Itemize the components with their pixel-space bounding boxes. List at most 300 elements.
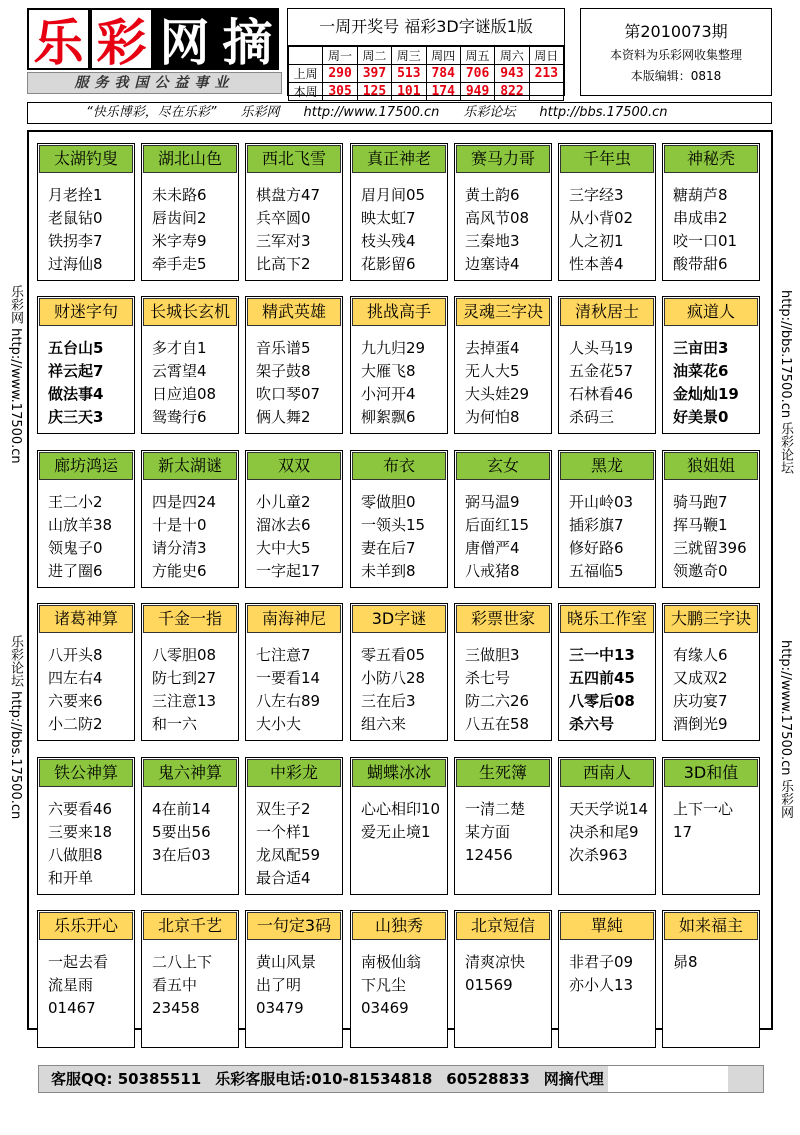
puzzle-line: 弼马温9 [465, 493, 520, 511]
draw-value: 943 [495, 65, 529, 83]
puzzle-card [454, 757, 552, 895]
puzzle-card-body [663, 788, 759, 844]
puzzle-line: 大中大5 [256, 539, 311, 557]
puzzle-card [350, 143, 448, 281]
puzzle-card [37, 757, 135, 895]
puzzle-card-body [38, 174, 134, 276]
logo-char-2: 彩 [90, 8, 153, 70]
puzzle-card-body [142, 941, 238, 1020]
draw-day: 周四 [426, 47, 460, 65]
side-text-right-top: http://bbs.17500.cn 乐彩论坛 [778, 290, 793, 475]
tagline-bar [27, 102, 772, 124]
draw-day: 周三 [392, 47, 426, 65]
logo-char-1: 乐 [27, 8, 90, 70]
puzzle-line: 进了圈6 [48, 562, 103, 580]
puzzle-line: 流星雨 [48, 976, 94, 994]
puzzle-line: 领鬼子0 [48, 539, 103, 557]
puzzle-line: 八开头8 [48, 646, 103, 664]
puzzle-card [141, 450, 239, 588]
puzzle-line: 庆功宴7 [673, 692, 728, 710]
puzzle-card-body [246, 327, 342, 429]
puzzle-line: 金灿灿19 [673, 385, 739, 403]
puzzle-line: 杀七号 [465, 669, 511, 687]
puzzle-line: 月老拴1 [48, 186, 103, 204]
puzzle-card [245, 757, 343, 895]
puzzle-card-body [663, 481, 759, 583]
puzzle-card-title: 鬼六神算 [143, 759, 237, 787]
puzzle-card [245, 603, 343, 741]
draw-value [529, 83, 563, 101]
puzzle-card-body [663, 634, 759, 736]
puzzle-card-title: 千金一指 [143, 605, 237, 633]
puzzle-card [141, 603, 239, 741]
puzzle-card-body [38, 941, 134, 1020]
puzzle-card [454, 450, 552, 588]
footer-bar [38, 1065, 764, 1093]
puzzle-card [141, 143, 239, 281]
puzzle-card-title: 如来福主 [664, 912, 758, 940]
puzzle-line: 日应追08 [152, 385, 217, 403]
puzzle-card-title: 湖北山色 [143, 145, 237, 173]
puzzle-card [37, 296, 135, 434]
puzzle-line: 眉月间05 [361, 186, 426, 204]
puzzle-card [37, 603, 135, 741]
puzzle-line: 又成双2 [673, 669, 728, 687]
puzzle-line: 组六来 [361, 715, 407, 733]
puzzle-line: 五四前45 [569, 669, 635, 687]
forum-label: 乐彩论坛 [463, 105, 516, 120]
puzzle-card [454, 910, 552, 1048]
puzzle-line: 亦小人13 [569, 976, 634, 994]
puzzle-line: 庆三天3 [48, 408, 104, 426]
puzzle-card [245, 143, 343, 281]
puzzle-line: 二八上下 [152, 953, 213, 971]
puzzle-card [245, 296, 343, 434]
puzzle-line: 03469 [361, 999, 409, 1017]
slogan: 服务我国公益事业 [27, 72, 282, 94]
puzzle-line: 大小大 [256, 715, 302, 733]
draw-value: 949 [460, 83, 494, 101]
puzzle-line: 请分清3 [152, 539, 207, 557]
puzzle-line: 防七到27 [152, 669, 217, 687]
puzzle-line: 溜冰去6 [256, 516, 311, 534]
puzzle-line: 有缘人6 [673, 646, 728, 664]
puzzle-card-body [559, 481, 655, 583]
puzzle-card [245, 910, 343, 1048]
puzzle-line: 做法事4 [48, 385, 104, 403]
puzzle-card-title: 真正神老 [352, 145, 446, 173]
puzzle-card-body [142, 634, 238, 736]
puzzle-line: 一起去看 [48, 953, 109, 971]
puzzle-line: 鸳鸯行6 [152, 408, 207, 426]
puzzle-card [350, 910, 448, 1048]
puzzle-line: 八左右89 [256, 692, 321, 710]
puzzle-card-title: 神秘秃 [664, 145, 758, 173]
puzzle-card-title: 黑龙 [560, 452, 654, 480]
puzzle-line: 三一中13 [569, 646, 635, 664]
issue-box [580, 8, 772, 96]
draw-value: 397 [357, 65, 391, 83]
puzzle-line: 插彩旗7 [569, 516, 624, 534]
puzzle-line: 过海仙8 [48, 255, 103, 273]
puzzle-card-title: 北京短信 [456, 912, 550, 940]
puzzle-line: 01467 [48, 999, 96, 1017]
puzzle-card-body [351, 941, 447, 1020]
puzzle-card-body [38, 788, 134, 890]
puzzle-card-title: 玄女 [456, 452, 550, 480]
puzzle-line: 高风节08 [465, 209, 530, 227]
puzzle-card-body [351, 481, 447, 583]
puzzle-line: 三做胆3 [465, 646, 520, 664]
draw-value: 290 [323, 65, 357, 83]
puzzle-line: 架子鼓8 [256, 362, 311, 380]
puzzle-line: 杀六号 [569, 715, 615, 733]
puzzle-line: 棋盘方47 [256, 186, 321, 204]
puzzle-line: 米字寿9 [152, 232, 207, 250]
puzzle-line: 小河开4 [361, 385, 416, 403]
draw-row-label: 本周 [289, 83, 323, 101]
draw-day: 周日 [529, 47, 563, 65]
puzzle-line: 八零后08 [569, 692, 635, 710]
footer-phone: 乐彩客服电话:010-81534818 [215, 1070, 433, 1088]
puzzle-line: 3在后03 [152, 846, 211, 864]
issue-note: 本资料为乐彩网收集整理 [609, 48, 742, 62]
puzzle-line: 黄土韵6 [465, 186, 520, 204]
puzzle-line: 防二六26 [465, 692, 530, 710]
puzzle-card-title: 中彩龙 [247, 759, 341, 787]
puzzle-card-title: 大鹏三字诀 [664, 605, 758, 633]
puzzle-line: 人之初1 [569, 232, 624, 250]
puzzle-card [350, 450, 448, 588]
puzzle-line: 好美景0 [673, 408, 729, 426]
side-text-left-top: 乐彩网 http://www.17500.cn [8, 285, 23, 464]
puzzle-line: 03479 [256, 999, 304, 1017]
puzzle-card-title: 晓乐工作室 [560, 605, 654, 633]
puzzle-line: 未羊到8 [361, 562, 416, 580]
puzzle-card-title: 诸葛神算 [39, 605, 133, 633]
puzzle-card [558, 910, 656, 1048]
puzzle-card [662, 603, 760, 741]
puzzle-line: 一要看14 [256, 669, 321, 687]
puzzle-card [558, 603, 656, 741]
puzzle-line: 十是十0 [152, 516, 207, 534]
puzzle-card-title: 太湖钓叟 [39, 145, 133, 173]
draw-corner-cell [289, 47, 323, 65]
puzzle-card [662, 910, 760, 1048]
puzzle-line: 多才自1 [152, 339, 207, 357]
puzzle-line: 三要来18 [48, 823, 113, 841]
puzzle-card [350, 296, 448, 434]
puzzle-card-body [142, 174, 238, 276]
puzzle-line: 上下一心 [673, 800, 734, 818]
puzzle-card-body [455, 481, 551, 583]
draw-value: 822 [495, 83, 529, 101]
puzzle-card-title: 3D字谜 [352, 605, 446, 633]
puzzle-line: 吹口琴07 [256, 385, 321, 403]
issue-number: 第2010073期 [624, 22, 728, 41]
puzzle-card [454, 296, 552, 434]
footer-agent: 网摘代理 [543, 1070, 604, 1088]
puzzle-card-body [351, 174, 447, 276]
puzzle-line: 看五中 [152, 976, 198, 994]
puzzle-line: 小儿童2 [256, 493, 311, 511]
draw-this-week-row [289, 83, 564, 101]
puzzle-line: 非君子09 [569, 953, 634, 971]
puzzle-card-body [142, 788, 238, 867]
puzzle-line: 五金花57 [569, 362, 634, 380]
puzzle-card-body [455, 634, 551, 736]
puzzle-card-title: 山独秀 [352, 912, 446, 940]
draw-value: 784 [426, 65, 460, 83]
puzzle-card-title: 精武英雄 [247, 298, 341, 326]
puzzle-line: 杀码三 [569, 408, 615, 426]
puzzle-line: 酒倒光9 [673, 715, 728, 733]
puzzle-card-body [351, 788, 447, 844]
puzzle-line: 最合适4 [256, 869, 311, 887]
puzzle-line: 咬一口01 [673, 232, 738, 250]
puzzle-card-body [663, 327, 759, 429]
puzzle-line: 石林看46 [569, 385, 634, 403]
puzzle-card-body [455, 174, 551, 276]
puzzle-line: 龙凤配59 [256, 846, 321, 864]
puzzle-line: 和一六 [152, 715, 198, 733]
puzzle-line: 一领头15 [361, 516, 426, 534]
puzzle-line: 老鼠钻0 [48, 209, 103, 227]
forum-link[interactable]: http://bbs.17500.cn [539, 105, 668, 120]
puzzle-line: 23458 [152, 999, 200, 1017]
puzzle-card-body [246, 481, 342, 583]
puzzle-line: 柳絮飘6 [361, 408, 416, 426]
logo-char-4: 摘 [216, 8, 279, 70]
draw-value: 101 [392, 83, 426, 101]
puzzle-card [662, 296, 760, 434]
puzzle-line: 挥马鞭1 [673, 516, 728, 534]
puzzle-line: 方能史6 [152, 562, 207, 580]
puzzle-line: 小二防2 [48, 715, 103, 733]
puzzle-card-title: 狼姐姐 [664, 452, 758, 480]
draw-value: 513 [392, 65, 426, 83]
issue-editor: 本版编辑：0818 [630, 69, 722, 83]
draw-value: 174 [426, 83, 460, 101]
puzzle-line: 映太虹7 [361, 209, 416, 227]
puzzle-line: 三军对3 [256, 232, 311, 250]
puzzle-line: 云霄望4 [152, 362, 207, 380]
motto: “快乐博彩，尽在乐彩” [86, 105, 217, 120]
draw-day: 周五 [460, 47, 494, 65]
puzzle-line: 八做胆8 [48, 846, 103, 864]
puzzle-line: 一个样1 [256, 823, 311, 841]
puzzle-line: 零做胆0 [361, 493, 416, 511]
puzzle-line: 三亩田3 [673, 339, 729, 357]
puzzle-line: 比高下2 [256, 255, 311, 273]
puzzle-line: 九九归29 [361, 339, 426, 357]
puzzle-line: 为何怕8 [465, 408, 520, 426]
site-link[interactable]: http://www.17500.cn [303, 105, 440, 120]
side-text-left-bottom: 乐彩论坛 http://bbs.17500.cn [8, 635, 23, 820]
draw-day: 周六 [495, 47, 529, 65]
puzzle-card-title: 乐乐开心 [39, 912, 133, 940]
puzzle-card-body [351, 327, 447, 429]
puzzle-card-title: 灵魂三字决 [456, 298, 550, 326]
puzzle-line: 心心相印10 [361, 800, 441, 818]
puzzle-card-body [351, 634, 447, 736]
puzzle-card [245, 450, 343, 588]
puzzle-card-title: 财迷字句 [39, 298, 133, 326]
puzzle-line: 三字经3 [569, 186, 624, 204]
puzzle-line: 俩人舞2 [256, 408, 311, 426]
puzzle-line: 去掉蛋4 [465, 339, 520, 357]
puzzle-card-body [663, 174, 759, 276]
puzzle-line: 五台山5 [48, 339, 104, 357]
puzzle-line: 三秦地3 [465, 232, 520, 250]
puzzle-card [558, 450, 656, 588]
draw-results-box [287, 8, 565, 99]
puzzle-line: 四左右4 [48, 669, 103, 687]
puzzle-card-title: 西南人 [560, 759, 654, 787]
draw-last-week-row [289, 65, 564, 83]
puzzle-card-title: 彩票世家 [456, 605, 550, 633]
puzzle-card-title: 生死簿 [456, 759, 550, 787]
puzzle-line: 未未路6 [152, 186, 207, 204]
puzzle-line: 六要看46 [48, 800, 113, 818]
puzzle-line: 枝头残4 [361, 232, 416, 250]
puzzle-line: 糖葫芦8 [673, 186, 728, 204]
puzzle-card-title: 布衣 [352, 452, 446, 480]
puzzle-line: 双生子2 [256, 800, 311, 818]
puzzle-line: 天天学说14 [569, 800, 649, 818]
puzzle-card-title: 疯道人 [664, 298, 758, 326]
puzzle-card-title: 3D和值 [664, 759, 758, 787]
puzzle-line: 17 [673, 823, 693, 841]
puzzle-line: 酸带甜6 [673, 255, 728, 273]
puzzle-card [454, 603, 552, 741]
puzzle-line: 性本善4 [569, 255, 624, 273]
puzzle-card [558, 143, 656, 281]
puzzle-line: 从小背02 [569, 209, 634, 227]
puzzle-card-body [559, 327, 655, 429]
puzzle-line: 四是四24 [152, 493, 217, 511]
puzzle-card [350, 757, 448, 895]
puzzle-line: 人头马19 [569, 339, 634, 357]
puzzle-card-body [559, 941, 655, 997]
puzzle-line: 花影留6 [361, 255, 416, 273]
puzzle-card-body [455, 788, 551, 867]
puzzle-line: 次杀963 [569, 846, 628, 864]
puzzle-card-title: 双双 [247, 452, 341, 480]
puzzle-card-body [246, 634, 342, 736]
puzzle-card [37, 450, 135, 588]
puzzle-line: 边塞诗4 [465, 255, 520, 273]
puzzle-card-title: 單純 [560, 912, 654, 940]
puzzle-card-body [559, 174, 655, 276]
puzzle-line: 和开单 [48, 869, 94, 887]
puzzle-line: 山放羊38 [48, 516, 113, 534]
puzzle-card-body [455, 941, 551, 997]
puzzle-line: 南极仙翁 [361, 953, 422, 971]
logo [27, 8, 282, 70]
puzzle-card-body [663, 941, 759, 974]
puzzle-line: 祥云起7 [48, 362, 104, 380]
puzzle-line: 三就留396 [673, 539, 747, 557]
footer-phone2: 60528833 [446, 1070, 530, 1088]
draw-value: 213 [529, 65, 563, 83]
puzzle-line: 牵手走5 [152, 255, 207, 273]
puzzle-line: 昴8 [673, 953, 698, 971]
puzzle-card-title: 清秋居士 [560, 298, 654, 326]
puzzle-card-body [559, 634, 655, 736]
puzzle-card-body [38, 634, 134, 736]
draw-value: 125 [357, 83, 391, 101]
puzzle-card [558, 757, 656, 895]
puzzle-card-title: 赛马力哥 [456, 145, 550, 173]
puzzle-card-body [246, 174, 342, 276]
puzzle-line: 一清二楚 [465, 800, 526, 818]
puzzle-line: 小防八28 [361, 669, 426, 687]
puzzle-card-title: 西北飞雪 [247, 145, 341, 173]
puzzle-line: 八零胆08 [152, 646, 217, 664]
puzzle-line: 大头娃29 [465, 385, 530, 403]
puzzle-grid [27, 130, 773, 1030]
puzzle-line: 领邀奇0 [673, 562, 728, 580]
puzzle-line: 音乐谱5 [256, 339, 311, 357]
puzzle-line: 无人大5 [465, 362, 520, 380]
puzzle-line: 三在后3 [361, 692, 416, 710]
puzzle-line: 决杀和尾9 [569, 823, 639, 841]
puzzle-line: 5要出56 [152, 823, 211, 841]
draw-days-row [289, 47, 564, 65]
puzzle-line: 唐僧严4 [465, 539, 520, 557]
puzzle-card-title: 铁公神算 [39, 759, 133, 787]
draw-results-title: 一周开奖号 福彩3D字谜版1版 [288, 9, 564, 46]
puzzle-line: 零五看05 [361, 646, 426, 664]
puzzle-line: 铁拐李7 [48, 232, 103, 250]
puzzle-line: 串成串2 [673, 209, 728, 227]
puzzle-card-body [455, 327, 551, 429]
site-label: 乐彩网 [240, 105, 280, 120]
puzzle-line: 八五在58 [465, 715, 530, 733]
puzzle-card [37, 910, 135, 1048]
footer-qq: 客服QQ: 50385511 [51, 1070, 202, 1088]
puzzle-card [37, 143, 135, 281]
puzzle-card-title: 北京千艺 [143, 912, 237, 940]
puzzle-line: 兵卒圆0 [256, 209, 311, 227]
puzzle-line: 下凡尘 [361, 976, 407, 994]
puzzle-card [662, 757, 760, 895]
puzzle-card [454, 143, 552, 281]
puzzle-card [662, 450, 760, 588]
puzzle-card [141, 757, 239, 895]
puzzle-card-body [246, 788, 342, 890]
puzzle-line: 4在前14 [152, 800, 211, 818]
footer-blank-box [608, 1066, 728, 1092]
puzzle-card-title: 长城长玄机 [143, 298, 237, 326]
puzzle-line: 三注意13 [152, 692, 217, 710]
puzzle-card-title: 南海神尼 [247, 605, 341, 633]
puzzle-card-body [142, 327, 238, 429]
puzzle-line: 五福临5 [569, 562, 624, 580]
draw-day: 周一 [323, 47, 357, 65]
draw-row-label: 上周 [289, 65, 323, 83]
puzzle-card [558, 296, 656, 434]
puzzle-line: 修好路6 [569, 539, 624, 557]
puzzle-line: 爱无止境1 [361, 823, 431, 841]
puzzle-card-title: 挑战高手 [352, 298, 446, 326]
puzzle-card-title: 蝴蝶冰冰 [352, 759, 446, 787]
puzzle-card-title: 廊坊鸿运 [39, 452, 133, 480]
puzzle-card-title: 新太湖谜 [143, 452, 237, 480]
puzzle-card [141, 910, 239, 1048]
side-text-right-bottom: http://www.17500.cn 乐彩网 [778, 640, 793, 819]
